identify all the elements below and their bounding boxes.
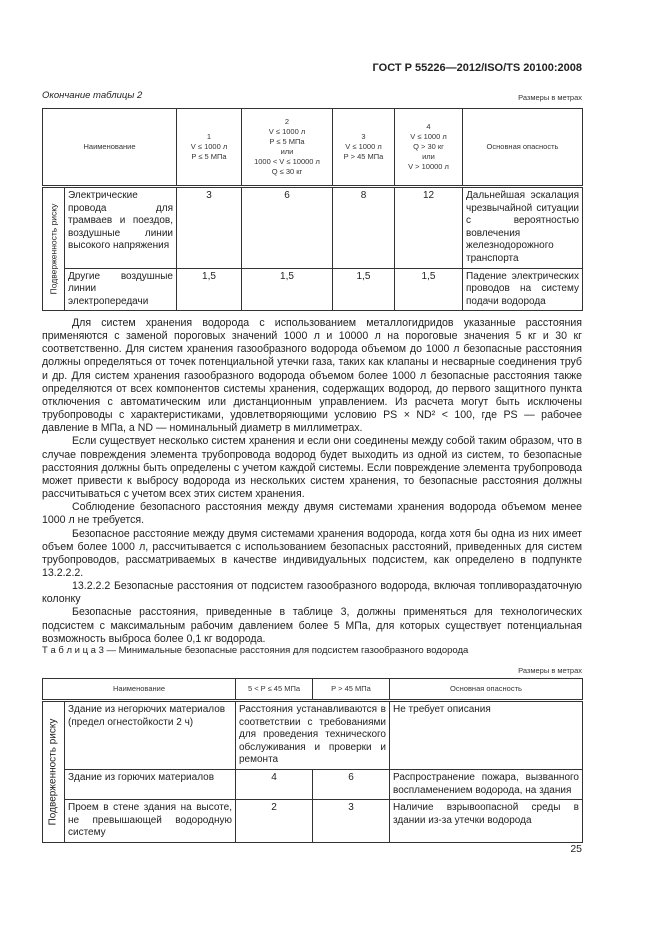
row-name: Другие воздушные линии электропередачи <box>65 268 177 311</box>
cell-value: 1,5 <box>242 268 333 311</box>
merged-cell: Расстояния устанавливаются в соответствии с требованиями для проведения технического обслуживания и проверки и ремонта <box>236 701 390 770</box>
cell-value: 1,5 <box>395 268 463 311</box>
cell-value: 8 <box>333 187 395 269</box>
page-number: 25 <box>570 843 582 855</box>
cell-value: 3 <box>177 187 242 269</box>
paragraph: Соблюдение безопасного расстояния между двумя системами хранения водорода объемом менее 1000 л не требуется. <box>42 501 582 527</box>
table2-caption: Окончание таблицы 2 <box>42 90 143 101</box>
paragraph: Если существует несколько систем хранения и если они соединены между собой таким образом, что в случае повреждения элемента трубопровода водород будет выходить из одной из систем, то безопасные расстояния должны быть определены с учетом каждой системы. Если повреждение элемента трубопровода может привести к выбросу водорода из нескольких систем хранения, то безопасные расстояния должны рассчитываться с учетом всех этих систем хранения. <box>42 435 582 501</box>
cell-value: 6 <box>313 769 390 799</box>
body-text <box>42 317 582 646</box>
header-col1: 5 < P ≤ 45 МПа <box>236 679 313 701</box>
table3-caption: Т а б л и ц а 3 — Минимальные безопасные расстояния для подсистем газообразного водорода <box>42 645 469 656</box>
header-hazard: Основная опасность <box>463 109 583 187</box>
row-hazard: Падение электрических проводов на систему подачи водорода <box>463 268 583 311</box>
document-header: ГОСТ Р 55226—2012/ISO/TS 20100:2008 <box>372 62 582 74</box>
paragraph: 13.2.2.2 Безопасные расстояния от подсистем газообразного водорода, включая топливораздаточную колонку <box>42 580 582 606</box>
table2-units: Размеры в метрах <box>518 93 582 102</box>
cell-value: 1,5 <box>177 268 242 311</box>
header-name: Наименование <box>43 109 177 187</box>
row-name: Здание из горючих материалов <box>65 769 236 799</box>
table-row <box>43 701 583 770</box>
cell-value: 4 <box>236 769 313 799</box>
table-row <box>43 187 583 269</box>
cell-value: 12 <box>395 187 463 269</box>
cell-value: 2 <box>236 800 313 843</box>
table3-header-row <box>43 679 583 701</box>
table3 <box>42 678 583 843</box>
header-col1: 1 V ≤ 1000 л P ≤ 5 МПа <box>177 109 242 187</box>
header-hazard: Основная опасность <box>390 679 583 701</box>
header-col2: P > 45 МПа <box>313 679 390 701</box>
header-name: Наименование <box>43 679 236 701</box>
table-row <box>43 268 583 311</box>
row-hazard: Распространение пожара, вызванного воспламенением водорода, на здания <box>390 769 583 799</box>
row-hazard: Не требует описания <box>390 701 583 770</box>
cell-value: 3 <box>313 800 390 843</box>
header-col4: 4 V ≤ 1000 л Q > 30 кг или V > 10000 л <box>395 109 463 187</box>
table2-header-row <box>43 109 583 187</box>
paragraph: Для систем хранения водорода с использованием металлогидридов указанные расстояния применяются с заменой пороговых значений 1000 л и 10000 л на пороговые значения 5 кг и 30 кг соответственно. Для систем хранения газообразного водорода объемом до 1000 л безопасные расстояния должны определяться от точек потенциальной утечки газа, таких как клапаны и несварные соединения труб и др. Для систем хранения газообразного водорода объемом более 1000 л безопасные расстояния также определяются от всех компонентов системы хранения, содержащих водород, до первого защитного пункта отключения с автоматическим или дистанционным управлением. Из расчета могут быть исключены трубопроводы с характеристиками, удовлетворяющими условию PS × ND² < 100, где PS — рабочее давление в МПа, а ND — номинальный диаметр в миллиметрах. <box>42 317 582 435</box>
header-col2: 2 V ≤ 1000 л P ≤ 5 МПа или 1000 < V ≤ 10000 л Q ≤ 30 кг <box>242 109 333 187</box>
header-col3: 3 V ≤ 1000 л P > 45 МПа <box>333 109 395 187</box>
cell-value: 1,5 <box>333 268 395 311</box>
row-name: Проем в стене здания на высоте, не превышающей водородную систему <box>65 800 236 843</box>
cell-value: 6 <box>242 187 333 269</box>
table2 <box>42 108 583 311</box>
row-name: Здание из негорючих материалов (предел огнестойкости 2 ч) <box>65 701 236 770</box>
side-label: Подверженность риску <box>43 187 65 311</box>
row-name: Электрические провода для трамваев и поездов, воздушные линии высокого напряжения <box>65 187 177 269</box>
table-row <box>43 800 583 843</box>
row-hazard: Дальнейшая эскалация чрезвычайной ситуации с вероятностью вовлечения железнодорожного транспорта <box>463 187 583 269</box>
row-hazard: Наличие взрывоопасной среды в здании из-за утечки водорода <box>390 800 583 843</box>
paragraph: Безопасное расстояние между двумя системами хранения водорода, когда хотя бы одна из них имеет объем более 1000 л, рассчитывается с использованием безопасных расстояний, приведенных для систем трубопроводов, рассматриваемых в качестве индивидуальных подсистем, как определено в подпункте 13.2.2.2. <box>42 527 582 579</box>
table3-units: Размеры в метрах <box>518 666 582 675</box>
paragraph: Безопасные расстояния, приведенные в таблице 3, должны применяться для технологических подсистем с максимальным рабочим давлением более 5 МПа, для которых существует потенциальная возможность выброса более 0,1 кг водорода. <box>42 606 582 645</box>
side-label: Подверженность риску <box>43 701 65 843</box>
table-row <box>43 769 583 799</box>
